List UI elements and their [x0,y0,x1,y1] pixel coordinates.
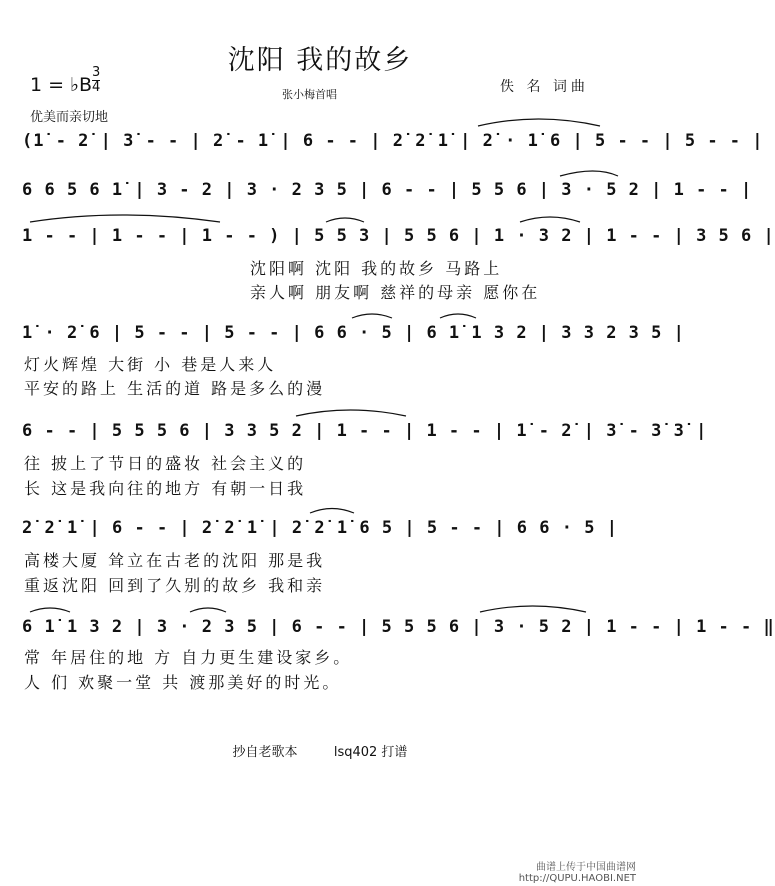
song-title: 沈阳 我的故乡 [227,45,413,76]
tie-arc [296,410,406,416]
notation-line-2: 6 6 5 6 1̇ | 3 - 2 | 3 · 2 3 5 | 6 - - | 5 5 6 | 3 · 5 2 | 1 - - | [22,180,753,200]
lyric-line-4b: 平安的路上 生活的道 路是多么的漫 [24,379,326,398]
time-signature-bottom: 4 [92,80,101,95]
tie-arc [30,215,220,222]
time-signature-top: 3 [92,65,101,80]
notation-line-5: 6 - - | 5 5 5 6 | 3 3 5 2 | 1 - - | 1 - - | 1̇ - 2̇ | 3̇ - 3̇ 3̇ | [22,421,708,441]
watermark-line-1: 曲谱上传于中国曲谱网 [536,862,636,873]
singer-credit: 张小梅首唱 [282,88,337,101]
tempo-marking: 优美而亲切地 [30,110,109,125]
lyric-line-3b: 亲人啊 朋友啊 慈祥的母亲 愿你在 [250,283,541,302]
lyric-line-4a: 灯火辉煌 大街 小 巷是人来人 [24,355,277,374]
tie-arc [480,606,586,612]
score-footer [0,741,640,760]
time-signature [92,66,100,95]
tie-arc [478,119,600,126]
typesetter-note: lsq402 打谱 [333,745,408,760]
slur-arc [310,509,354,514]
notation-line-4: 1̇ · 2̇ 6 | 5 - - | 5 - - | 6 6 · 5 | 6 1̇ 1 3 2 | 3 3 2 3 5 | [22,323,685,343]
lyric-line-3a: 沈阳啊 沈阳 我的故乡 马路上 [250,259,503,278]
slur-arc [30,608,70,612]
tie-arc [520,217,580,222]
slur-arc [326,218,364,222]
notation-line-3: 1 - - | 1 - - | 1 - - ) | 5 5 3 | 5 5 6 | 1 · 3 2 | 1 - - | 3 5 6 | [22,226,775,246]
watermark-url: http://QUPU.HAOBI.NET [518,873,636,884]
slur-arc [190,608,226,612]
source-note: 抄自老歌本 [232,745,298,760]
composer-credit: 佚 名 词曲 [500,79,589,95]
lyric-line-5b: 长 这是我向往的地方 有朝一日我 [24,479,307,498]
lyric-line-6b: 重返沈阳 回到了久别的故乡 我和亲 [24,576,326,595]
lyric-line-7b: 人 们 欢聚一堂 共 渡那美好的时光。 [24,673,342,692]
slur-arc [440,314,476,318]
notation-line-6: 2̇ 2̇ 1̇ | 6 - - | 2̇ 2̇ 1̇ | 2̇ 2̇ 1̇ 6 5 | 5 - - | 6 6 · 5 | [22,518,618,538]
key-signature: 1 = ♭B [30,74,93,96]
tie-arc [560,171,618,176]
lyric-line-7a: 常 年居住的地 方 自力更生建设家乡。 [24,648,353,667]
notation-line-1: (1̇ - 2̇ | 3̇ - - | 2̇ - 1̇ | 6 - - | 2̇ 2̇ 1̇ | 2̇ · 1̇ 6 | 5 - - | 5 - - | [22,131,764,151]
notation-line-7: 6 1̇ 1 3 2 | 3 · 2 3 5 | 6 - - | 5 5 5 6 | 3 · 5 2 | 1 - - | 1 - - ‖ [22,617,775,637]
lyric-line-5a: 往 披上了节日的盛妆 社会主义的 [24,454,307,473]
slur-arc [352,314,392,318]
lyric-line-6a: 高楼大厦 耸立在古老的沈阳 那是我 [24,551,326,570]
watermark [519,862,636,884]
